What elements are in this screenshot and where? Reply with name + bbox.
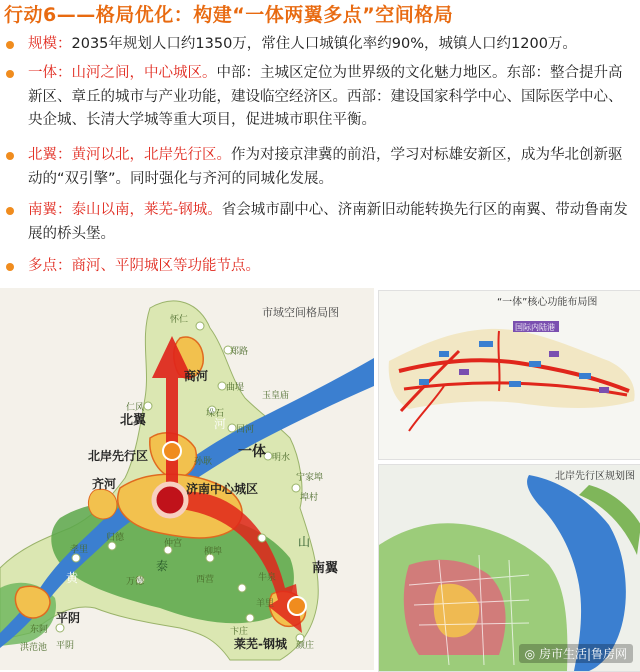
label-tai: 泰	[156, 559, 169, 573]
bullet-label: 规模：	[28, 36, 72, 52]
label-he: 河	[214, 417, 227, 431]
qihe-area	[88, 489, 116, 519]
watermark: ◎ 房市生活|鲁房网	[519, 644, 633, 663]
svg-text:柳埠: 柳埠	[204, 547, 223, 557]
pingyin-area	[15, 586, 50, 618]
svg-text:回河: 回河	[236, 425, 255, 435]
svg-text:孙耿: 孙耿	[194, 457, 213, 467]
beian-node	[163, 442, 181, 460]
bullet-beiyi	[6, 144, 634, 191]
svg-text:西营: 西营	[196, 575, 215, 585]
svg-text:明水: 明水	[272, 453, 291, 463]
svg-text:洪范池: 洪范池	[20, 643, 48, 653]
label-center: 济南中心城区	[186, 482, 259, 496]
svg-text:颜庄: 颜庄	[296, 641, 315, 651]
svg-text:卞庄: 卞庄	[230, 627, 249, 637]
core-function-map	[378, 290, 640, 460]
svg-text:仲宫: 仲宫	[164, 539, 183, 549]
bullet-label: 北翼：黄河以北，北岸先行区。	[28, 147, 231, 163]
label-pingyin: 平阴	[56, 611, 81, 625]
svg-text:孝里: 孝里	[70, 545, 89, 555]
core-map-svg	[379, 291, 640, 459]
svg-text:宁家埠: 宁家埠	[296, 473, 324, 483]
bullet-dot-icon	[6, 41, 14, 49]
label-yiti: 一体	[238, 444, 266, 460]
svg-text:归德: 归德	[106, 533, 125, 543]
label-huang: 黄	[66, 571, 79, 585]
svg-text:东阿: 东阿	[30, 625, 49, 635]
label-nanyi: 南翼	[312, 561, 339, 576]
center-node	[154, 484, 186, 516]
core-map-title: “一体”核心功能布局图	[497, 297, 598, 308]
bullet-text: 作为对接京津冀的前沿，学习对标雄安新区，成为华北创新驱动的“双引擎”。同时强化与齐河的同城化发展。	[28, 147, 623, 187]
bullet-label: 一体：山河之间，中心城区。	[28, 65, 217, 81]
bullet-dot-icon	[6, 152, 14, 160]
svg-text:怀仁: 怀仁	[170, 315, 189, 325]
label-laiwu: 莱芜-钢城	[234, 637, 287, 651]
svg-text:郑路: 郑路	[230, 347, 249, 357]
label-shanghe: 商河	[184, 369, 209, 383]
label-shan: 山	[298, 535, 311, 549]
label-qihe: 齐河	[92, 477, 117, 491]
bullet-duodian	[6, 255, 634, 279]
beian-map-title: 北岸先行区规划图	[555, 471, 635, 482]
label-beiyi: 北翼	[120, 413, 147, 428]
bullet-dot-icon	[6, 70, 14, 78]
svg-text:埠村: 埠村	[300, 493, 319, 503]
laiwu-node	[288, 597, 306, 615]
label-beian: 北岸先行区	[88, 449, 149, 463]
bullet-label: 南翼：泰山以南，莱芜-钢城。	[28, 202, 222, 218]
svg-text:平阴: 平阴	[56, 641, 75, 651]
svg-text:牛泉: 牛泉	[258, 573, 277, 583]
svg-text:曲堤: 曲堤	[226, 383, 245, 393]
bullet-dot-icon	[6, 207, 14, 215]
main-spatial-map	[0, 288, 374, 670]
page-title: 行动6——格局优化：构建“一体两翼多点”空间格局	[4, 4, 454, 26]
bullet-scale	[6, 33, 634, 57]
bullet-text: 中部：主城区定位为世界级的文化魅力地区。东部：整合提升高新区、章丘的城市与产业功能，建设临空经济区。西部：建设国家科学中心、国际医学中心、央企城、长清大学城等重大项目，促进城市职住平衡。	[28, 65, 623, 128]
main-map-svg	[0, 288, 374, 670]
bullet-text: 2035年规划人口约1350万，常住人口城镇化率约90%，城镇人口约1200万。	[71, 36, 577, 52]
bullet-label: 多点：商河、平阴城区等功能节点。	[28, 258, 260, 274]
svg-text:玉皇庙: 玉皇庙	[262, 391, 290, 401]
svg-text:垛石: 垛石	[206, 409, 225, 419]
svg-text:仁风: 仁风	[126, 403, 145, 413]
bullet-yiti	[6, 62, 634, 133]
beian-plan-map	[378, 464, 640, 672]
beian-map-svg	[379, 465, 640, 671]
watermark-icon: ◎	[524, 647, 539, 661]
tag-port-label: 国际内陆港	[515, 323, 555, 332]
bullet-text: 省会城市副中心、济南新旧动能转换先行区的南翼、带动鲁南发展的桥头堡。	[28, 202, 628, 242]
svg-text:万德: 万德	[126, 577, 145, 587]
bullet-dot-icon	[6, 263, 14, 271]
bullet-nanyi	[6, 199, 634, 246]
svg-text:羊里: 羊里	[256, 599, 275, 609]
main-map-title: 市域空间格局图	[262, 306, 339, 319]
